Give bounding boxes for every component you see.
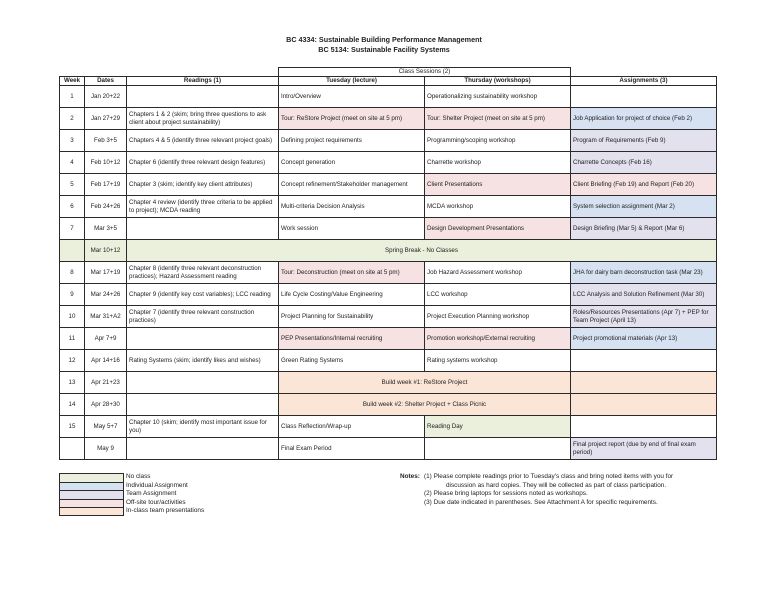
reading-cell <box>127 218 279 240</box>
table-row <box>60 416 717 438</box>
dates-cell: Apr 21+23 <box>85 372 127 394</box>
table-row <box>60 196 717 218</box>
thursday-cell: LCC workshop <box>425 284 571 306</box>
week-cell: 15 <box>60 416 85 438</box>
table-row <box>60 108 717 130</box>
thursday-cell: Promotion workshop/External recruiting <box>425 328 571 350</box>
assignment-cell: Program of Requirements (Feb 9) <box>571 130 717 152</box>
week-cell: 10 <box>60 306 85 328</box>
week-cell: 4 <box>60 152 85 174</box>
reading-cell: Chapters 1 & 2 (skim; bring three questions to ask client about project sustainability) <box>127 108 279 130</box>
spring-break-cell: Spring Break - No Classes <box>127 240 717 262</box>
dates-cell: Apr 28+30 <box>85 394 127 416</box>
dates-cell: May 9 <box>85 438 127 460</box>
thursday-cell: MCDA workshop <box>425 196 571 218</box>
legend-label: Team Assignment <box>126 490 177 498</box>
thursday-cell: Tour: Shelter Project (meet on site at 5 pm) <box>425 108 571 130</box>
assignment-cell: Roles/Resources Presentations (Apr 7) + PEP for Team Project (April 13) <box>571 306 717 328</box>
week-cell: 14 <box>60 394 85 416</box>
thursday-cell: Client Presentations <box>425 174 571 196</box>
assignment-cell <box>571 86 717 108</box>
tuesday-cell: Concept refinement/Stakeholder management <box>279 174 425 196</box>
legend-swatch <box>59 499 124 508</box>
dates-cell: Mar 10+12 <box>85 240 127 262</box>
legend-label: Off-site tour/activities <box>126 498 186 506</box>
legend-swatch <box>59 473 124 482</box>
week-cell: 8 <box>60 262 85 284</box>
build-week-cell: Build week #1: ReStore Project <box>279 372 571 394</box>
week-cell: 1 <box>60 86 85 108</box>
dates-cell: Apr 7+9 <box>85 328 127 350</box>
legend-swatch <box>59 482 124 491</box>
assignment-cell: Project promotional materials (Apr 13) <box>571 328 717 350</box>
dates-header: Dates <box>85 77 127 86</box>
week-cell: 3 <box>60 130 85 152</box>
class-sessions-header: Class Sessions (2) <box>279 68 571 77</box>
table-row <box>60 262 717 284</box>
legend-swatch <box>59 490 124 499</box>
reading-cell: Chapter 9 (identify key cost variables); LCC reading <box>127 284 279 306</box>
week-cell: 5 <box>60 174 85 196</box>
note-line: (3) Due date indicated in parentheses. See Attachment A for specific requirements. <box>424 498 658 506</box>
week-cell <box>60 240 85 262</box>
assignment-cell: Final project report (due by end of final exam period) <box>571 438 717 460</box>
tuesday-cell: Tour: ReStore Project (meet on site at 5 pm) <box>279 108 425 130</box>
note-line: (1) Please complete readings prior to Tuesday's class and bring noted items with you for <box>424 473 674 480</box>
table-row <box>60 284 717 306</box>
legend-label: No class <box>126 473 151 480</box>
tuesday-cell: Intro/Overview <box>279 86 425 108</box>
assignment-cell: Design Briefing (Mar 5) & Report (Mar 6) <box>571 218 717 240</box>
reading-cell: Chapter 8 (identify three relevant deconstruction practices); Hazard Assessment reading <box>127 262 279 284</box>
table-row <box>60 328 717 350</box>
header-row <box>60 77 717 86</box>
reading-cell: Rating Systems (skim; identify likes and wishes) <box>127 350 279 372</box>
week-cell: 9 <box>60 284 85 306</box>
dates-cell: Feb 10+12 <box>85 152 127 174</box>
assignment-cell <box>571 394 717 416</box>
tuesday-cell: Class Reflection/Wrap-up <box>279 416 425 438</box>
dates-cell: Mar 31+A2 <box>85 306 127 328</box>
tuesday-cell: PEP Presentations/Internal recruiting <box>279 328 425 350</box>
note-line: (2) Please bring laptops for sessions noted as workshops. <box>424 490 588 498</box>
thursday-cell <box>425 438 571 460</box>
week-cell: 11 <box>60 328 85 350</box>
legend-label: Individual Assignment <box>126 481 188 489</box>
thursday-cell: Design Development Presentations <box>425 218 571 240</box>
table-row <box>60 438 717 460</box>
table-row <box>60 86 717 108</box>
document-title <box>0 35 768 55</box>
assignment-cell: LCC Analysis and Solution Refinement (Mar 30) <box>571 284 717 306</box>
thursday-cell: Rating systems workshop <box>425 350 571 372</box>
dates-cell: Feb 3+5 <box>85 130 127 152</box>
week-header: Week <box>60 77 85 86</box>
dates-cell: Mar 24+26 <box>85 284 127 306</box>
dates-cell: May 5+7 <box>85 416 127 438</box>
tuesday-cell: Green Rating Systems <box>279 350 425 372</box>
dates-cell: Feb 17+19 <box>85 174 127 196</box>
assignment-cell <box>571 350 717 372</box>
reading-cell: Chapter 6 (identify three relevant design features) <box>127 152 279 174</box>
table-row <box>60 130 717 152</box>
thursday-cell: Programming/scoping workshop <box>425 130 571 152</box>
assignment-cell <box>571 372 717 394</box>
thursday-cell: Job Hazard Assessment workshop <box>425 262 571 284</box>
note-line: discussion as hard copies. They will be collected as part of class participation. <box>446 481 667 489</box>
readings-header: Readings (1) <box>127 77 279 86</box>
tuesday-cell: Concept generation <box>279 152 425 174</box>
reading-cell <box>127 394 279 416</box>
table-row <box>60 174 717 196</box>
reading-cell <box>127 438 279 460</box>
table-row <box>60 218 717 240</box>
dates-cell: Jan 20+22 <box>85 86 127 108</box>
reading-cell <box>127 328 279 350</box>
thursday-header: Thursday (workshops) <box>425 77 571 86</box>
dates-cell: Apr 14+16 <box>85 350 127 372</box>
assignment-cell: System selection assignment (Mar 2) <box>571 196 717 218</box>
assignments-header: Assignments (3) <box>571 77 717 86</box>
course-title-1: BC 4334: Sustainable Building Performance Management <box>286 35 482 44</box>
reading-cell: Chapter 3 (skim; identify key client attributes) <box>127 174 279 196</box>
table-row <box>60 152 717 174</box>
week-cell: 7 <box>60 218 85 240</box>
thursday-cell: Operationalizing sustainability workshop <box>425 86 571 108</box>
reading-cell: Chapter 4 review (identify three criteria to be applied to project); MCDA reading <box>127 196 279 218</box>
table-row <box>60 372 717 394</box>
table-row <box>60 240 717 262</box>
week-cell: 6 <box>60 196 85 218</box>
assignment-cell: Job Application for project of choice (Feb 2) <box>571 108 717 130</box>
tuesday-header: Tuesday (lecture) <box>279 77 425 86</box>
tuesday-cell: Tour: Deconstruction (meet on site at 5 pm) <box>279 262 425 284</box>
notes-heading: Notes: <box>400 473 420 480</box>
thursday-cell: Project Execution Planning workshop <box>425 306 571 328</box>
legend-label: In-class team presentations <box>126 507 205 515</box>
legend-swatch <box>59 507 124 516</box>
course-title-2: BC 5134: Sustainable Facility Systems <box>318 45 450 54</box>
week-cell: 12 <box>60 350 85 372</box>
tuesday-cell: Multi-criteria Decision Analysis <box>279 196 425 218</box>
week-cell <box>60 438 85 460</box>
thursday-cell: Reading Day <box>425 416 571 438</box>
week-cell: 2 <box>60 108 85 130</box>
assignment-cell <box>571 416 717 438</box>
tuesday-cell: Project Planning for Sustainability <box>279 306 425 328</box>
table-row <box>60 306 717 328</box>
table-row <box>60 350 717 372</box>
dates-cell: Feb 24+26 <box>85 196 127 218</box>
tuesday-cell: Final Exam Period <box>279 438 425 460</box>
dates-cell: Mar 3+5 <box>85 218 127 240</box>
reading-cell: Chapters 4 & 5 (identify three relevant project goals) <box>127 130 279 152</box>
thursday-cell: Charrette workshop <box>425 152 571 174</box>
assignment-cell: JHA for dairy barn deconstruction task (Mar 23) <box>571 262 717 284</box>
week-cell: 13 <box>60 372 85 394</box>
build-week-cell: Build week #2: Shelter Project + Class Picnic <box>279 394 571 416</box>
assignment-cell: Client Briefing (Feb 19) and Report (Feb 20) <box>571 174 717 196</box>
assignment-cell: Charrette Concepts (Feb 16) <box>571 152 717 174</box>
reading-cell <box>127 86 279 108</box>
tuesday-cell: Work session <box>279 218 425 240</box>
dates-cell: Mar 17+19 <box>85 262 127 284</box>
table-row <box>60 394 717 416</box>
dates-cell: Jan 27+29 <box>85 108 127 130</box>
reading-cell <box>127 372 279 394</box>
schedule-table <box>59 67 717 460</box>
reading-cell: Chapter 7 (identify three relevant construction practices) <box>127 306 279 328</box>
tuesday-cell: Defining project requirements <box>279 130 425 152</box>
tuesday-cell: Life Cycle Costing/Value Engineering <box>279 284 425 306</box>
reading-cell: Chapter 10 (skim; identify most important issue for you) <box>127 416 279 438</box>
